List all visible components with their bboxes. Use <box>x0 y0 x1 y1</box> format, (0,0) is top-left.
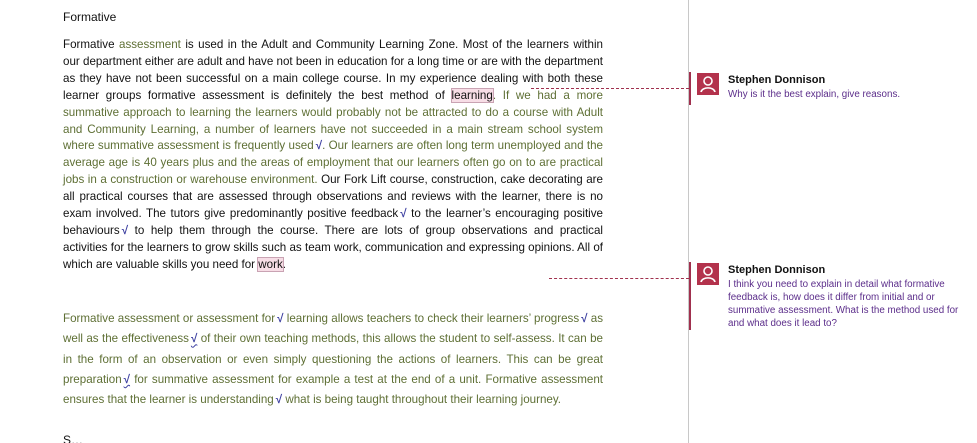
tick-mark: √ <box>121 223 129 237</box>
comments-margin-pane <box>689 0 977 443</box>
comment-2-bar <box>689 262 691 330</box>
comment-text[interactable]: Why is it the best explain, give reasons. <box>728 89 901 100</box>
section-heading: Formative <box>63 10 117 24</box>
comment-anchor-1[interactable]: learning <box>451 88 493 102</box>
tick-mark: √ <box>315 139 323 153</box>
text-run: . <box>282 257 286 271</box>
tick-mark: √ <box>581 312 588 325</box>
text-run: to help them through the course. There are lots of group observations and practical activities for the learners to grow skills such as team work, communication and expressing opinions. All of which are valuable skills you need for <box>63 223 603 271</box>
text-run: Our Fork Lift course, construction, cake decorating are all practical courses that are assessed through observations and reviews with the learner, there is no exam involved. The tutors give predominantly positive feedback <box>63 173 603 221</box>
comment-text[interactable]: I think you need to explain in detail what formative feedback is, how does it differ from initial and or summative assessment. What is the method used for and what does it lead to? <box>728 279 959 329</box>
paragraph-1[interactable] <box>63 37 603 274</box>
comment-author: Stephen Donnison <box>728 264 826 276</box>
tick-mark: √ <box>277 312 284 325</box>
comment-card-1[interactable] <box>697 73 967 105</box>
text-run: is used in the Adult and Community Learning Zone. Most of the learners within our department either are adult and have not been in education for a long time or are with the department as they have not been successful on a main college course. In my experience dealing with both these learner groups formative assessment is definitely the best method of <box>63 38 603 102</box>
comment-anchor-2[interactable]: work <box>258 257 283 271</box>
comment-author: Stephen Donnison <box>728 74 826 86</box>
text-run-green: assessment <box>119 38 181 51</box>
tick-mark: √ <box>275 393 283 407</box>
tick-mark: √ <box>123 372 131 386</box>
text-run-green: . Our learners are often long term unemployed and the average age is 40 years plus and the areas of employment that our learners often go on to are practical jobs in a construction or warehouse environment. <box>63 139 603 187</box>
comment-card-2[interactable] <box>697 263 967 333</box>
text-run-green: . If we had a more summative approach to learning the learners would probably not be attracted to do a course with Adult and Community Learning, a number of learners have not succeeded in a main stream school system where summative assessment is frequently used <box>63 88 603 153</box>
text-run-green: Formative assessment or assessment for <box>63 312 276 325</box>
paragraph-2[interactable] <box>63 309 603 410</box>
user-avatar-icon <box>697 263 719 285</box>
comment-1-bar <box>689 72 691 105</box>
text-run: to the learner’s encouraging positive behaviours <box>63 207 603 237</box>
text-run-green: as well as the effectiveness <box>63 312 603 346</box>
text-run-green: learning allows teachers to check their learners’ progress <box>283 312 580 325</box>
next-section-heading: S… <box>63 433 84 443</box>
text-run-green: for summative assessment for example a test at the end of a unit. Formative assessment ensures that the learner is understanding <box>63 372 603 407</box>
tick-mark: √ <box>190 332 198 346</box>
text-run-green: of their own teaching methods, this allows the student to self-assess. It can be in the form of an observation or even simply questioning the actions of learners. This can be great preparation <box>63 332 603 386</box>
user-avatar-icon <box>697 73 719 95</box>
text-run: Formative <box>63 38 120 51</box>
comment-connector-2 <box>549 278 689 279</box>
comment-connector-1 <box>531 88 689 89</box>
tick-mark: √ <box>400 207 407 221</box>
text-run-green: what is being taught throughout their learning journey. <box>282 393 562 407</box>
